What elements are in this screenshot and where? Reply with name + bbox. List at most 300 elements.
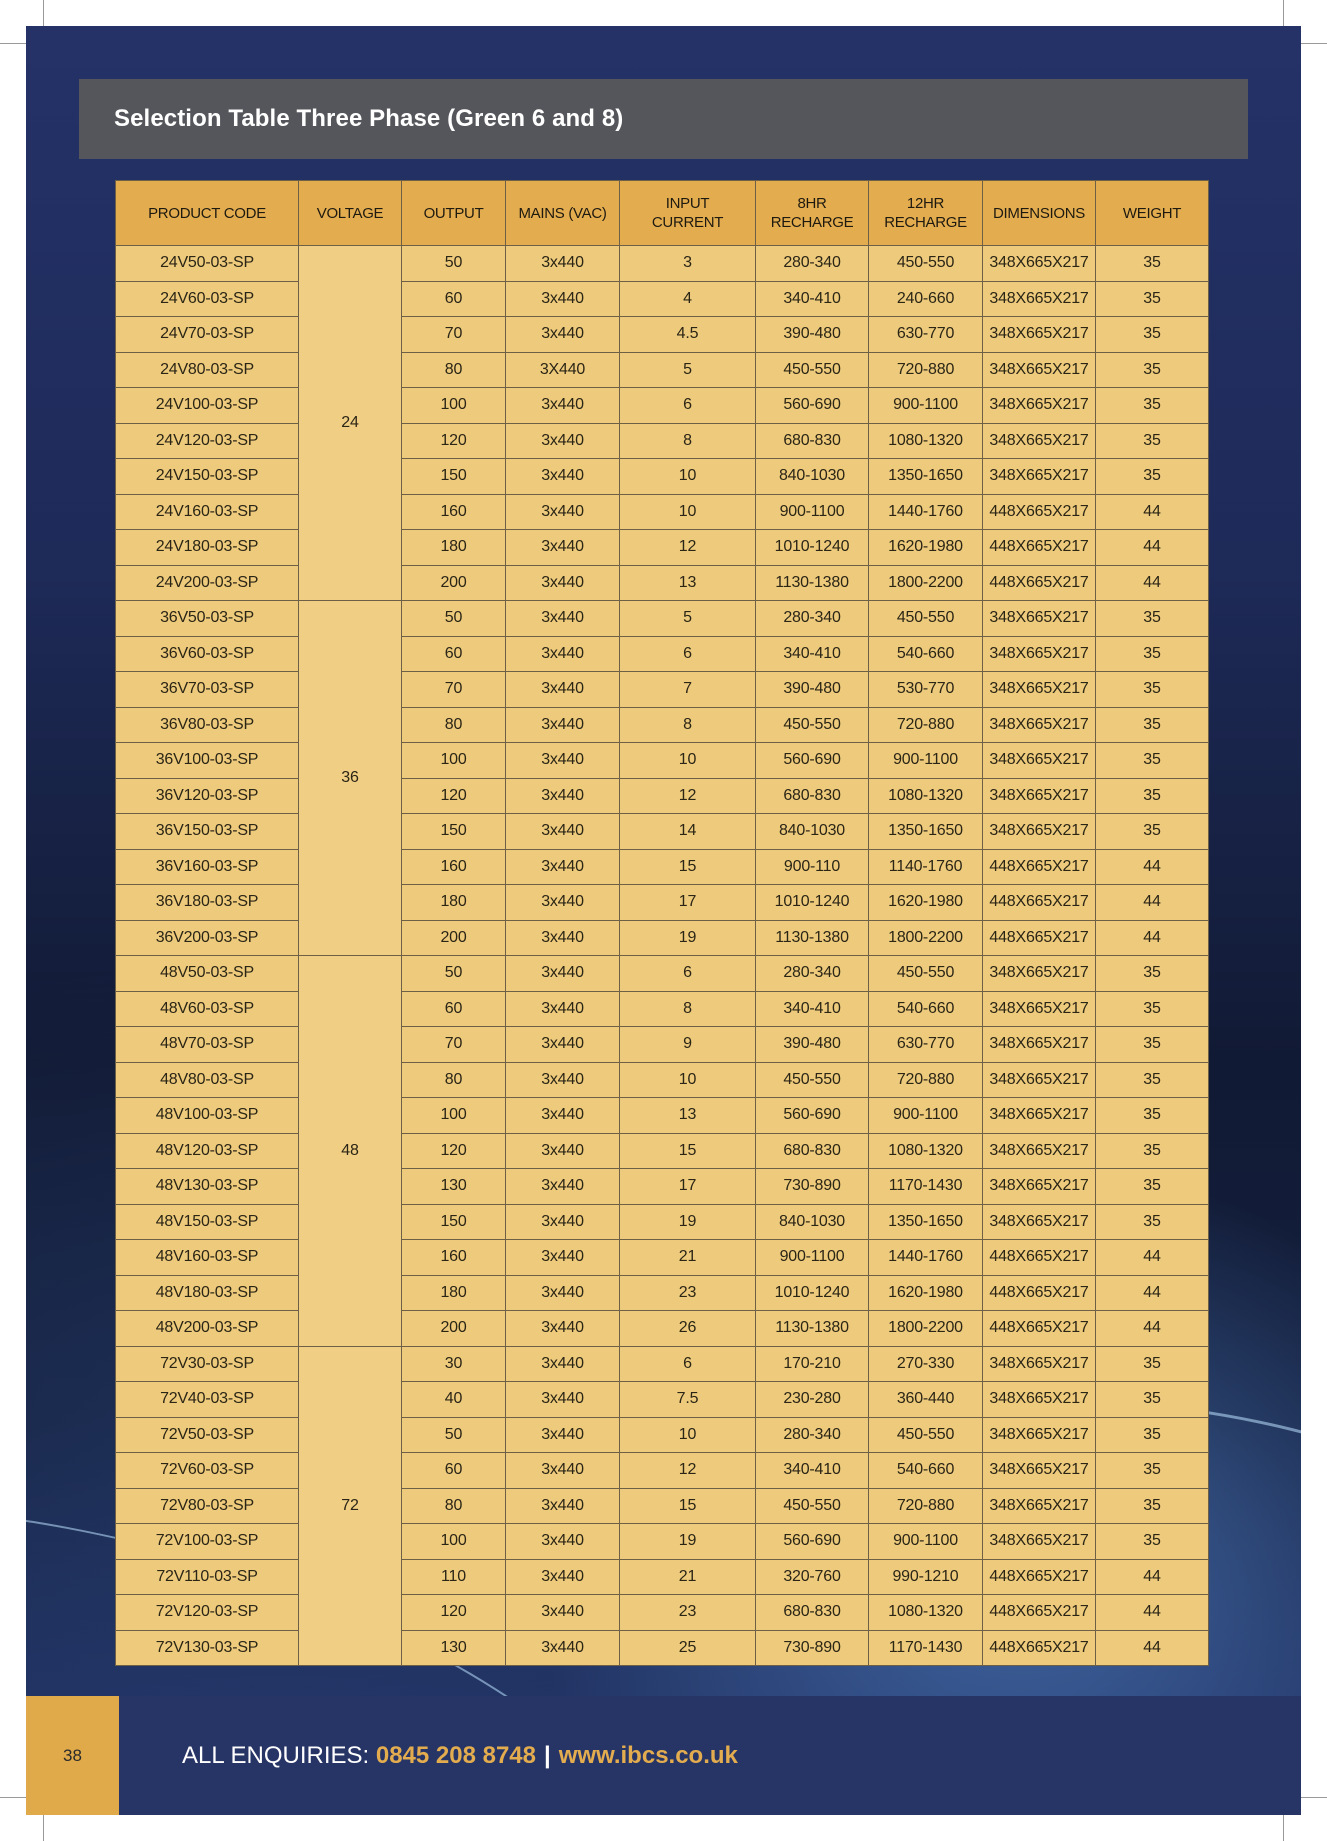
product-code-cell: 48V160-03-SP: [116, 1240, 299, 1276]
output-cell: 130: [402, 1169, 506, 1205]
mains-cell: 3X440: [506, 352, 620, 388]
weight-cell: 44: [1096, 1559, 1209, 1595]
input-current-cell: 12: [620, 778, 756, 814]
dimensions-cell: 448X665X217: [983, 530, 1096, 566]
table-row: [116, 1098, 1209, 1134]
recharge-12hr-cell: 1620-1980: [869, 1275, 983, 1311]
table-row: [116, 1027, 1209, 1063]
output-cell: 60: [402, 1453, 506, 1489]
product-code-cell: 36V200-03-SP: [116, 920, 299, 956]
dimensions-cell: 348X665X217: [983, 672, 1096, 708]
table-row: [116, 565, 1209, 601]
input-current-cell: 19: [620, 1204, 756, 1240]
recharge-8hr-cell: 1010-1240: [756, 1275, 869, 1311]
table-row: [116, 672, 1209, 708]
recharge-8hr-cell: 730-890: [756, 1169, 869, 1205]
weight-cell: 35: [1096, 991, 1209, 1027]
mains-cell: 3x440: [506, 1169, 620, 1205]
table-row: [116, 849, 1209, 885]
recharge-12hr-cell: 1800-2200: [869, 1311, 983, 1347]
output-cell: 180: [402, 1275, 506, 1311]
output-cell: 150: [402, 814, 506, 850]
table-row: [116, 246, 1209, 282]
recharge-12hr-cell: 1140-1760: [869, 849, 983, 885]
table-row: [116, 1559, 1209, 1595]
product-code-cell: 36V100-03-SP: [116, 743, 299, 779]
weight-cell: 35: [1096, 1382, 1209, 1418]
input-current-cell: 5: [620, 352, 756, 388]
mains-cell: 3x440: [506, 1559, 620, 1595]
recharge-12hr-cell: 720-880: [869, 352, 983, 388]
input-current-cell: 13: [620, 565, 756, 601]
mains-cell: 3x440: [506, 885, 620, 921]
table-row: [116, 636, 1209, 672]
table-row: [116, 1630, 1209, 1666]
mains-cell: 3x440: [506, 423, 620, 459]
recharge-8hr-cell: 680-830: [756, 1595, 869, 1631]
input-current-cell: 7: [620, 672, 756, 708]
product-code-cell: 48V70-03-SP: [116, 1027, 299, 1063]
input-current-cell: 17: [620, 1169, 756, 1205]
output-cell: 200: [402, 565, 506, 601]
mains-cell: 3x440: [506, 1453, 620, 1489]
recharge-12hr-cell: 240-660: [869, 281, 983, 317]
recharge-8hr-cell: 450-550: [756, 352, 869, 388]
recharge-12hr-cell: 720-880: [869, 707, 983, 743]
dimensions-cell: 348X665X217: [983, 246, 1096, 282]
recharge-8hr-cell: 840-1030: [756, 1204, 869, 1240]
dimensions-cell: 448X665X217: [983, 494, 1096, 530]
weight-cell: 35: [1096, 246, 1209, 282]
recharge-8hr-cell: 320-760: [756, 1559, 869, 1595]
mains-cell: 3x440: [506, 565, 620, 601]
recharge-12hr-cell: 540-660: [869, 991, 983, 1027]
table-row: [116, 814, 1209, 850]
output-cell: 100: [402, 1098, 506, 1134]
recharge-8hr-cell: 680-830: [756, 778, 869, 814]
output-cell: 80: [402, 707, 506, 743]
recharge-8hr-cell: 280-340: [756, 601, 869, 637]
input-current-cell: 21: [620, 1240, 756, 1276]
table-row: [116, 778, 1209, 814]
crop-mark: [1299, 43, 1327, 44]
input-current-cell: 10: [620, 743, 756, 779]
input-current-cell: 6: [620, 388, 756, 424]
dimensions-cell: 448X665X217: [983, 1595, 1096, 1631]
output-cell: 200: [402, 920, 506, 956]
product-code-cell: 72V50-03-SP: [116, 1417, 299, 1453]
recharge-8hr-cell: 730-890: [756, 1630, 869, 1666]
dimensions-cell: 348X665X217: [983, 1488, 1096, 1524]
recharge-12hr-cell: 360-440: [869, 1382, 983, 1418]
voltage-cell: 48: [299, 956, 402, 1347]
crop-mark: [0, 43, 28, 44]
input-current-cell: 21: [620, 1559, 756, 1595]
dimensions-cell: 348X665X217: [983, 1453, 1096, 1489]
dimensions-cell: 348X665X217: [983, 423, 1096, 459]
recharge-12hr-cell: 900-1100: [869, 743, 983, 779]
mains-cell: 3x440: [506, 1133, 620, 1169]
product-code-cell: 48V60-03-SP: [116, 991, 299, 1027]
weight-cell: 35: [1096, 636, 1209, 672]
enquiries-label: ALL ENQUIRIES:: [182, 1742, 370, 1769]
input-current-cell: 15: [620, 849, 756, 885]
mains-cell: 3x440: [506, 849, 620, 885]
recharge-12hr-cell: 540-660: [869, 1453, 983, 1489]
table-header-row: [116, 181, 1209, 246]
mains-cell: 3x440: [506, 920, 620, 956]
mains-cell: 3x440: [506, 317, 620, 353]
recharge-8hr-cell: 280-340: [756, 246, 869, 282]
dimensions-cell: 348X665X217: [983, 1204, 1096, 1240]
dimensions-cell: 348X665X217: [983, 1169, 1096, 1205]
recharge-12hr-cell: 450-550: [869, 601, 983, 637]
crop-mark: [0, 1797, 28, 1798]
output-cell: 50: [402, 1417, 506, 1453]
input-current-cell: 5: [620, 601, 756, 637]
weight-cell: 35: [1096, 814, 1209, 850]
mains-cell: 3x440: [506, 636, 620, 672]
dimensions-cell: 348X665X217: [983, 459, 1096, 495]
output-cell: 100: [402, 388, 506, 424]
table-row: [116, 1240, 1209, 1276]
mains-cell: 3x440: [506, 1062, 620, 1098]
recharge-8hr-cell: 900-1100: [756, 494, 869, 530]
column-header: OUTPUT: [402, 181, 506, 246]
product-code-cell: 72V100-03-SP: [116, 1524, 299, 1560]
input-current-cell: 10: [620, 1417, 756, 1453]
table-row: [116, 281, 1209, 317]
mains-cell: 3x440: [506, 494, 620, 530]
recharge-8hr-cell: 1130-1380: [756, 565, 869, 601]
weight-cell: 44: [1096, 530, 1209, 566]
table-row: [116, 1169, 1209, 1205]
mains-cell: 3x440: [506, 1595, 620, 1631]
weight-cell: 44: [1096, 849, 1209, 885]
table-row: [116, 991, 1209, 1027]
mains-cell: 3x440: [506, 1275, 620, 1311]
output-cell: 30: [402, 1346, 506, 1382]
output-cell: 150: [402, 459, 506, 495]
table-row: [116, 885, 1209, 921]
weight-cell: 35: [1096, 317, 1209, 353]
input-current-cell: 8: [620, 707, 756, 743]
table-row: [116, 494, 1209, 530]
table-row: [116, 1275, 1209, 1311]
output-cell: 180: [402, 530, 506, 566]
footer-contact: [182, 1696, 738, 1815]
recharge-12hr-cell: 1170-1430: [869, 1630, 983, 1666]
product-code-cell: 72V130-03-SP: [116, 1630, 299, 1666]
weight-cell: 35: [1096, 1027, 1209, 1063]
weight-cell: 35: [1096, 707, 1209, 743]
mains-cell: 3x440: [506, 1630, 620, 1666]
table-row: [116, 743, 1209, 779]
output-cell: 80: [402, 352, 506, 388]
input-current-cell: 4.5: [620, 317, 756, 353]
weight-cell: 44: [1096, 1240, 1209, 1276]
mains-cell: 3x440: [506, 281, 620, 317]
recharge-8hr-cell: 340-410: [756, 1453, 869, 1489]
crop-mark: [1299, 1797, 1327, 1798]
weight-cell: 35: [1096, 1098, 1209, 1134]
product-code-cell: 48V150-03-SP: [116, 1204, 299, 1240]
output-cell: 70: [402, 317, 506, 353]
mains-cell: 3x440: [506, 707, 620, 743]
mains-cell: 3x440: [506, 459, 620, 495]
recharge-8hr-cell: 1010-1240: [756, 530, 869, 566]
mains-cell: 3x440: [506, 601, 620, 637]
recharge-12hr-cell: 450-550: [869, 956, 983, 992]
recharge-8hr-cell: 450-550: [756, 1488, 869, 1524]
recharge-12hr-cell: 540-660: [869, 636, 983, 672]
mains-cell: 3x440: [506, 388, 620, 424]
product-code-cell: 48V80-03-SP: [116, 1062, 299, 1098]
input-current-cell: 17: [620, 885, 756, 921]
product-code-cell: 36V80-03-SP: [116, 707, 299, 743]
input-current-cell: 10: [620, 494, 756, 530]
weight-cell: 44: [1096, 1275, 1209, 1311]
dimensions-cell: 348X665X217: [983, 388, 1096, 424]
output-cell: 40: [402, 1382, 506, 1418]
output-cell: 60: [402, 636, 506, 672]
recharge-8hr-cell: 390-480: [756, 317, 869, 353]
mains-cell: 3x440: [506, 1098, 620, 1134]
weight-cell: 44: [1096, 885, 1209, 921]
weight-cell: 35: [1096, 352, 1209, 388]
input-current-cell: 10: [620, 1062, 756, 1098]
product-code-cell: 24V60-03-SP: [116, 281, 299, 317]
weight-cell: 35: [1096, 1453, 1209, 1489]
product-code-cell: 24V80-03-SP: [116, 352, 299, 388]
product-code-cell: 48V120-03-SP: [116, 1133, 299, 1169]
table-row: [116, 1346, 1209, 1382]
recharge-8hr-cell: 340-410: [756, 991, 869, 1027]
table-row: [116, 352, 1209, 388]
table-row: [116, 1133, 1209, 1169]
input-current-cell: 7.5: [620, 1382, 756, 1418]
voltage-cell: 24: [299, 246, 402, 601]
mains-cell: 3x440: [506, 1417, 620, 1453]
weight-cell: 35: [1096, 1524, 1209, 1560]
weight-cell: 35: [1096, 601, 1209, 637]
recharge-12hr-cell: 720-880: [869, 1062, 983, 1098]
weight-cell: 35: [1096, 423, 1209, 459]
table-row: [116, 1382, 1209, 1418]
column-header: WEIGHT: [1096, 181, 1209, 246]
output-cell: 50: [402, 601, 506, 637]
recharge-12hr-cell: 1440-1760: [869, 494, 983, 530]
output-cell: 60: [402, 281, 506, 317]
product-code-cell: 24V100-03-SP: [116, 388, 299, 424]
recharge-8hr-cell: 680-830: [756, 1133, 869, 1169]
column-header: 12HR RECHARGE: [869, 181, 983, 246]
weight-cell: 44: [1096, 1311, 1209, 1347]
weight-cell: 35: [1096, 672, 1209, 708]
column-header: PRODUCT CODE: [116, 181, 299, 246]
recharge-12hr-cell: 1620-1980: [869, 530, 983, 566]
recharge-8hr-cell: 390-480: [756, 1027, 869, 1063]
recharge-12hr-cell: 990-1210: [869, 1559, 983, 1595]
dimensions-cell: 348X665X217: [983, 601, 1096, 637]
weight-cell: 44: [1096, 1630, 1209, 1666]
weight-cell: 35: [1096, 743, 1209, 779]
output-cell: 200: [402, 1311, 506, 1347]
product-code-cell: 48V100-03-SP: [116, 1098, 299, 1134]
input-current-cell: 8: [620, 423, 756, 459]
recharge-12hr-cell: 450-550: [869, 246, 983, 282]
output-cell: 100: [402, 1524, 506, 1560]
column-header: INPUT CURRENT: [620, 181, 756, 246]
output-cell: 80: [402, 1488, 506, 1524]
phone-number-link[interactable]: 0845 208 8748: [375, 1742, 537, 1769]
output-cell: 160: [402, 849, 506, 885]
recharge-8hr-cell: 900-1100: [756, 1240, 869, 1276]
recharge-12hr-cell: 1620-1980: [869, 885, 983, 921]
product-code-cell: 36V60-03-SP: [116, 636, 299, 672]
dimensions-cell: 448X665X217: [983, 1311, 1096, 1347]
recharge-12hr-cell: 900-1100: [869, 1524, 983, 1560]
product-code-cell: 24V150-03-SP: [116, 459, 299, 495]
recharge-8hr-cell: 1130-1380: [756, 1311, 869, 1347]
recharge-12hr-cell: 1800-2200: [869, 565, 983, 601]
input-current-cell: 12: [620, 1453, 756, 1489]
output-cell: 160: [402, 494, 506, 530]
recharge-8hr-cell: 900-110: [756, 849, 869, 885]
dimensions-cell: 348X665X217: [983, 991, 1096, 1027]
mains-cell: 3x440: [506, 956, 620, 992]
column-header: DIMENSIONS: [983, 181, 1096, 246]
recharge-12hr-cell: 1350-1650: [869, 459, 983, 495]
dimensions-cell: 348X665X217: [983, 636, 1096, 672]
recharge-12hr-cell: 1080-1320: [869, 778, 983, 814]
mains-cell: 3x440: [506, 1240, 620, 1276]
table-row: [116, 530, 1209, 566]
output-cell: 80: [402, 1062, 506, 1098]
input-current-cell: 9: [620, 1027, 756, 1063]
mains-cell: 3x440: [506, 1346, 620, 1382]
mains-cell: 3x440: [506, 743, 620, 779]
product-code-cell: 48V200-03-SP: [116, 1311, 299, 1347]
recharge-8hr-cell: 170-210: [756, 1346, 869, 1382]
dimensions-cell: 448X665X217: [983, 1559, 1096, 1595]
output-cell: 120: [402, 778, 506, 814]
recharge-8hr-cell: 340-410: [756, 281, 869, 317]
weight-cell: 35: [1096, 1169, 1209, 1205]
recharge-8hr-cell: 560-690: [756, 743, 869, 779]
voltage-cell: 72: [299, 1346, 402, 1666]
dimensions-cell: 348X665X217: [983, 1346, 1096, 1382]
mains-cell: 3x440: [506, 1488, 620, 1524]
recharge-8hr-cell: 450-550: [756, 707, 869, 743]
table-row: [116, 1488, 1209, 1524]
input-current-cell: 14: [620, 814, 756, 850]
recharge-12hr-cell: 1800-2200: [869, 920, 983, 956]
input-current-cell: 15: [620, 1488, 756, 1524]
product-code-cell: 48V50-03-SP: [116, 956, 299, 992]
table-row: [116, 707, 1209, 743]
website-link[interactable]: www.ibcs.co.uk: [558, 1742, 738, 1769]
crop-mark: [1283, 1813, 1284, 1841]
dimensions-cell: 348X665X217: [983, 317, 1096, 353]
dimensions-cell: 448X665X217: [983, 1275, 1096, 1311]
page-title: Selection Table Three Phase (Green 6 and 8): [114, 105, 624, 132]
column-header: VOLTAGE: [299, 181, 402, 246]
output-cell: 50: [402, 956, 506, 992]
product-code-cell: 72V120-03-SP: [116, 1595, 299, 1631]
dimensions-cell: 348X665X217: [983, 814, 1096, 850]
input-current-cell: 6: [620, 1346, 756, 1382]
dimensions-cell: 348X665X217: [983, 352, 1096, 388]
footer-bar: [119, 1696, 1301, 1815]
recharge-8hr-cell: 280-340: [756, 956, 869, 992]
recharge-12hr-cell: 900-1100: [869, 1098, 983, 1134]
product-code-cell: 24V50-03-SP: [116, 246, 299, 282]
product-code-cell: 72V80-03-SP: [116, 1488, 299, 1524]
output-cell: 120: [402, 423, 506, 459]
recharge-8hr-cell: 450-550: [756, 1062, 869, 1098]
table-row: [116, 1417, 1209, 1453]
dimensions-cell: 348X665X217: [983, 707, 1096, 743]
input-current-cell: 8: [620, 991, 756, 1027]
weight-cell: 44: [1096, 1595, 1209, 1631]
product-code-cell: 72V40-03-SP: [116, 1382, 299, 1418]
recharge-12hr-cell: 1350-1650: [869, 814, 983, 850]
dimensions-cell: 448X665X217: [983, 885, 1096, 921]
output-cell: 160: [402, 1240, 506, 1276]
input-current-cell: 4: [620, 281, 756, 317]
table-row: [116, 920, 1209, 956]
weight-cell: 35: [1096, 956, 1209, 992]
weight-cell: 35: [1096, 281, 1209, 317]
recharge-12hr-cell: 1080-1320: [869, 1133, 983, 1169]
weight-cell: 35: [1096, 459, 1209, 495]
product-code-cell: 72V110-03-SP: [116, 1559, 299, 1595]
table-row: [116, 1453, 1209, 1489]
recharge-12hr-cell: 1080-1320: [869, 1595, 983, 1631]
product-code-cell: 24V120-03-SP: [116, 423, 299, 459]
input-current-cell: 26: [620, 1311, 756, 1347]
crop-mark: [43, 1813, 44, 1841]
weight-cell: 44: [1096, 565, 1209, 601]
output-cell: 120: [402, 1133, 506, 1169]
recharge-12hr-cell: 630-770: [869, 1027, 983, 1063]
mains-cell: 3x440: [506, 1311, 620, 1347]
table-row: [116, 423, 1209, 459]
recharge-8hr-cell: 680-830: [756, 423, 869, 459]
recharge-8hr-cell: 840-1030: [756, 814, 869, 850]
output-cell: 60: [402, 991, 506, 1027]
input-current-cell: 13: [620, 1098, 756, 1134]
dimensions-cell: 348X665X217: [983, 1098, 1096, 1134]
weight-cell: 44: [1096, 920, 1209, 956]
dimensions-cell: 348X665X217: [983, 1417, 1096, 1453]
weight-cell: 35: [1096, 1488, 1209, 1524]
recharge-12hr-cell: 1440-1760: [869, 1240, 983, 1276]
dimensions-cell: 348X665X217: [983, 1524, 1096, 1560]
mains-cell: 3x440: [506, 991, 620, 1027]
product-code-cell: 24V180-03-SP: [116, 530, 299, 566]
recharge-8hr-cell: 1130-1380: [756, 920, 869, 956]
column-header: 8HR RECHARGE: [756, 181, 869, 246]
input-current-cell: 19: [620, 920, 756, 956]
mains-cell: 3x440: [506, 672, 620, 708]
recharge-12hr-cell: 1350-1650: [869, 1204, 983, 1240]
product-code-cell: 72V30-03-SP: [116, 1346, 299, 1382]
mains-cell: 3x440: [506, 1382, 620, 1418]
output-cell: 130: [402, 1630, 506, 1666]
table-row: [116, 601, 1209, 637]
